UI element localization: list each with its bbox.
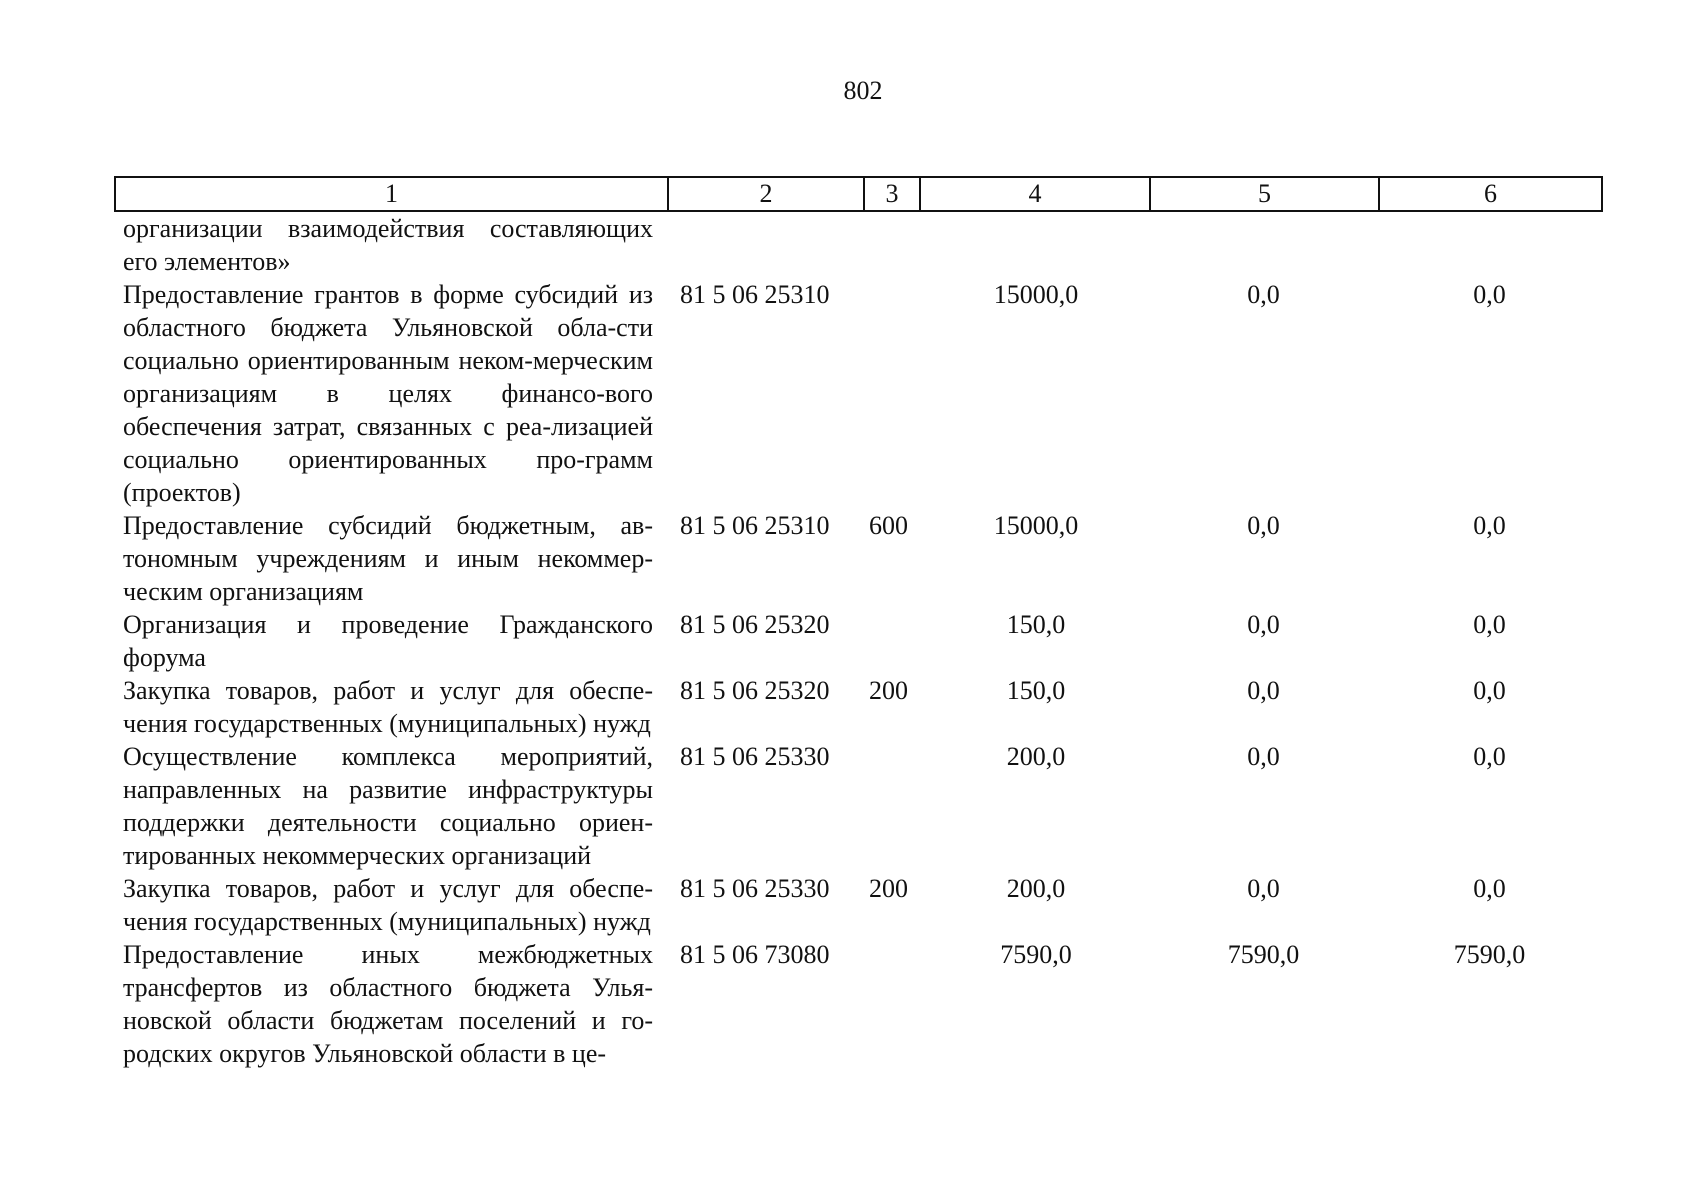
column-header-5: 5 (1150, 177, 1379, 211)
budget-table (114, 212, 1601, 1070)
row-value-4: 15000,0 (993, 511, 1079, 540)
row-type: 200 (869, 676, 908, 705)
row-code: 81 5 06 25330 (680, 742, 830, 771)
row-value-5 (1149, 212, 1378, 278)
row-code: 81 5 06 25320 (680, 676, 830, 705)
column-header-3: 3 (864, 177, 920, 211)
row-code: 81 5 06 25330 (680, 874, 830, 903)
row-value-4: 200,0 (1006, 874, 1066, 903)
row-value-6: 0,0 (1473, 511, 1506, 540)
table-row (114, 608, 1601, 674)
row-code: 81 5 06 25320 (680, 610, 830, 639)
row-type (863, 938, 919, 1070)
column-header-4: 4 (920, 177, 1150, 211)
row-description: Предоставление иных межбюджетных трансфертов из областного бюджета Улья-новской области бюджетам поселений и го-родских округов Ульяновской области в це- (123, 940, 653, 1068)
row-value-5: 0,0 (1247, 280, 1280, 309)
table-row (114, 212, 1601, 278)
row-description: Осуществление комплекса мероприятий, направленных на развитие инфраструктуры поддержки деятельности социально ориен-тированных некоммерческих организаций (123, 742, 653, 870)
row-value-5: 0,0 (1247, 874, 1280, 903)
row-description: Предоставление грантов в форме субсидий из областного бюджета Ульяновской обла-сти социально ориентированным неком-мерческим организациям в целях финансо-вого обеспечения затрат, связанных с реа-лизацией социально ориентированных про-грамм (проектов) (123, 280, 653, 507)
row-description: Закупка товаров, работ и услуг для обеспе-чения государственных (муниципальных) нужд (123, 874, 653, 936)
row-value-5: 0,0 (1247, 610, 1280, 639)
row-value-6: 0,0 (1473, 610, 1506, 639)
row-description: Организация и проведение Гражданского форума (123, 610, 653, 672)
column-header-6: 6 (1379, 177, 1602, 211)
row-type (863, 608, 919, 674)
row-description: Предоставление субсидий бюджетным, ав-тономным учреждениям и иным некоммер-ческим организациям (123, 511, 653, 606)
row-type: 200 (869, 874, 908, 903)
row-code: 81 5 06 25310 (680, 280, 830, 309)
page-number: 802 (843, 76, 883, 105)
row-value-4 (919, 212, 1149, 278)
row-value-6: 0,0 (1473, 280, 1506, 309)
table-row (114, 938, 1601, 1070)
row-code (667, 212, 863, 278)
row-value-5: 7590,0 (1227, 940, 1300, 969)
row-value-6 (1378, 212, 1601, 278)
row-description: Закупка товаров, работ и услуг для обеспе-чения государственных (муниципальных) нужд (123, 676, 653, 738)
table-row (114, 740, 1601, 872)
column-header-1: 1 (115, 177, 668, 211)
row-code: 81 5 06 73080 (680, 940, 830, 969)
table-row (114, 509, 1601, 608)
row-value-5: 0,0 (1247, 742, 1280, 771)
row-value-6: 0,0 (1473, 874, 1506, 903)
row-type (863, 278, 919, 509)
row-value-4: 150,0 (1006, 610, 1066, 639)
row-value-5: 0,0 (1247, 511, 1280, 540)
table-row (114, 872, 1601, 938)
column-header-2: 2 (668, 177, 864, 211)
row-value-4: 200,0 (1006, 742, 1066, 771)
row-value-6: 0,0 (1473, 742, 1506, 771)
row-value-4: 15000,0 (993, 280, 1079, 309)
row-type (863, 740, 919, 872)
header-row (115, 177, 1602, 211)
row-value-6: 0,0 (1473, 676, 1506, 705)
table-row (114, 278, 1601, 509)
row-code: 81 5 06 25310 (680, 511, 830, 540)
row-value-5: 0,0 (1247, 676, 1280, 705)
table-header (114, 176, 1603, 212)
row-type (863, 212, 919, 278)
row-value-4: 7590,0 (1000, 940, 1072, 969)
row-type: 600 (869, 511, 908, 540)
row-value-6: 7590,0 (1453, 940, 1526, 969)
row-value-4: 150,0 (1006, 676, 1066, 705)
table-row (114, 674, 1601, 740)
row-description: организации взаимодействия составляющих его элементов» (123, 214, 653, 276)
